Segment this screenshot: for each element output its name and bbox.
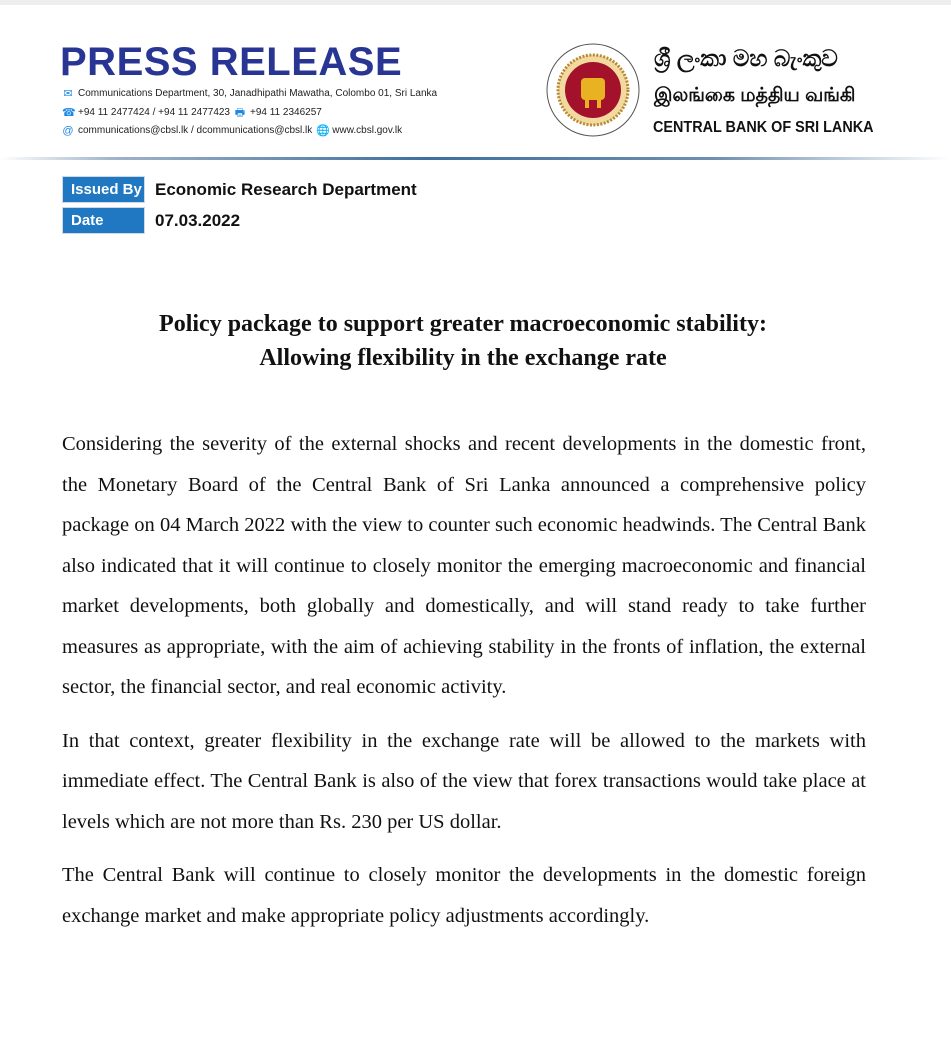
bank-name-tamil: இலங்கை மத்திய வங்கி (654, 85, 856, 106)
central-bank-seal-logo (545, 42, 641, 138)
paragraph: The Central Bank will continue to closely monitor the developments in the domestic foreign exchange market and make appropriate policy adjustments accordingly. (62, 864, 866, 927)
body-text (62, 424, 866, 949)
phones: +94 11 2477424 / +94 11 2477423 (78, 107, 230, 118)
headline-line-2: Allowing flexibility in the exchange rate (259, 345, 667, 371)
fax-icon: 🖶 (234, 106, 246, 119)
paragraph: Considering the severity of the external shocks and recent developments in the domestic front, the Monetary Board of the Central Bank of Sri Lanka announced a comprehensive policy package on 04 March 2022 with the view to counter such economic headwinds. The Central Bank also indicated that it will continue to closely monitor the emerging macroeconomic and financial market developments, both globally and domestically, and will stand ready to take further measures as appropriate, with the aim of achieving stability in the fronts of inflation, the external sector, the financial sector, and real economic activity. (62, 433, 866, 698)
press-release-title: PRESS RELEASE (60, 40, 403, 84)
phone-line (62, 106, 322, 120)
paragraph: In that context, greater flexibility in the exchange rate will be allowed to the markets with immediate effect. The Central Bank is also of the view that forex transactions would take place at levels which are not more than Rs. 230 per US dollar. (62, 729, 866, 833)
headline (0, 307, 926, 375)
at-icon: @ (62, 124, 74, 137)
date-label: Date (62, 207, 145, 234)
issued-by-label: Issued By (62, 176, 145, 203)
globe-icon: 🌐 (316, 124, 330, 137)
headline-line-1: Policy package to support greater macroeconomic stability: (159, 311, 767, 337)
header-divider (0, 157, 951, 160)
phone-icon: ☎ (62, 106, 76, 119)
top-bar (0, 0, 951, 5)
emails[interactable]: communications@cbsl.lk / dcommunications@cbsl.lk (78, 125, 313, 136)
email-line (62, 124, 402, 138)
mail-icon: ✉ (63, 87, 73, 100)
date-value: 07.03.2022 (155, 211, 241, 230)
address: Communications Department, 30, Janadhipathi Mawatha, Colombo 01, Sri Lanka (78, 88, 438, 99)
bank-name-english: CENTRAL BANK OF SRI LANKA (653, 119, 874, 136)
issued-by-value: Economic Research Department (155, 180, 417, 199)
bank-name-sinhala: ශ්‍රී ලංකා මහ බැංකුව (654, 45, 838, 71)
address-line (62, 87, 437, 101)
fax: +94 11 2346257 (250, 107, 322, 118)
website[interactable]: www.cbsl.gov.lk (332, 125, 403, 136)
